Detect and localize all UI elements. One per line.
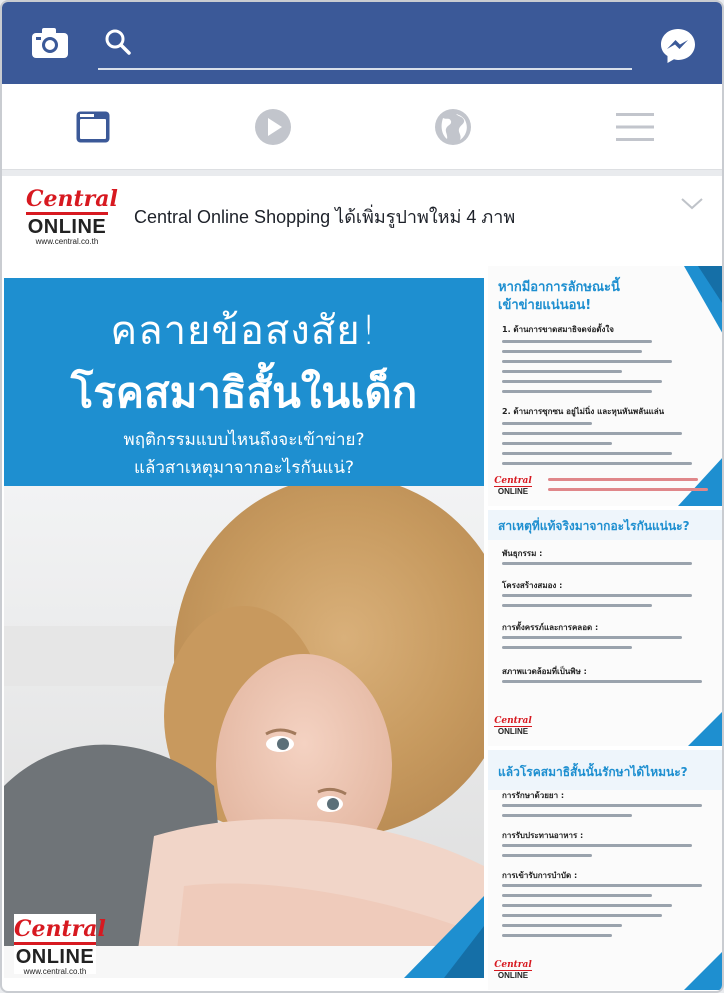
text-line bbox=[502, 854, 592, 857]
text-line bbox=[502, 370, 622, 373]
top-bar bbox=[2, 2, 722, 84]
search-input[interactable] bbox=[98, 20, 632, 70]
text-line bbox=[502, 604, 652, 607]
photo-child bbox=[4, 486, 484, 978]
text-line bbox=[502, 884, 702, 887]
subheadline-line1: พฤติกรรมแบบไหนถึงจะเข้าข่าย? bbox=[123, 430, 365, 450]
logo-word: ONLINE bbox=[494, 970, 532, 980]
logo-script: Central bbox=[494, 960, 532, 970]
post-image-2[interactable] bbox=[488, 266, 724, 506]
thumb2-title: สาเหตุที่แท้จริงมาจากอะไรกันแน่นะ? bbox=[498, 519, 690, 533]
thumb1-heading1: 1. ด้านการขาดสมาธิจดจ่อตั้งใจ bbox=[502, 325, 614, 334]
thumb3-title: แล้วโรคสมาธิสั้นนั้นรักษาได้ไหมนะ? bbox=[498, 765, 688, 779]
text-line bbox=[502, 452, 672, 455]
messenger-icon[interactable] bbox=[658, 26, 698, 66]
text-line bbox=[502, 914, 662, 917]
text-line bbox=[502, 804, 702, 807]
headline-line2: โรคสมาธิสั้นในเด็ก bbox=[70, 368, 418, 417]
camera-icon[interactable] bbox=[30, 26, 70, 60]
logo-word: ONLINE bbox=[14, 942, 96, 967]
thumb2-heading3: การตั้งครรภ์และการคลอด : bbox=[502, 623, 599, 632]
post-header bbox=[2, 176, 722, 266]
thumb1-heading2: 2. ด้านการซุกซน อยู่ไม่นิ่ง และหุนหันพลันแล่น bbox=[502, 407, 665, 416]
text-line bbox=[502, 594, 692, 597]
search-icon bbox=[104, 28, 132, 56]
tab-video[interactable] bbox=[228, 84, 318, 170]
tab-notifications[interactable] bbox=[408, 84, 498, 170]
page-name-link[interactable]: Central Online Shopping bbox=[134, 207, 331, 227]
text-line bbox=[502, 894, 652, 897]
logo-url: www.central.co.th bbox=[23, 967, 87, 976]
text-line bbox=[502, 844, 692, 847]
logo-script: Central bbox=[494, 476, 532, 486]
tab-menu[interactable] bbox=[590, 84, 680, 170]
tab-bar bbox=[2, 84, 722, 170]
video-icon bbox=[254, 108, 292, 146]
logo-url: www.central.co.th bbox=[35, 237, 99, 246]
globe-icon bbox=[434, 108, 472, 146]
thumb1-title-line2: เข้าข่ายแน่นอน! bbox=[498, 298, 592, 313]
text-line bbox=[502, 390, 652, 393]
post-image-main[interactable] bbox=[4, 278, 484, 978]
logo-script: Central bbox=[494, 716, 532, 726]
text-line bbox=[548, 478, 698, 481]
headline-line1: คลายข้อสงสัย! bbox=[110, 308, 378, 354]
thumb2-heading4: สภาพแวดล้อมที่เป็นพิษ : bbox=[502, 667, 587, 676]
text-line bbox=[502, 442, 612, 445]
subheadline-line2: แล้วสาเหตุมาจากอะไรกันแน่? bbox=[134, 458, 354, 478]
text-line bbox=[502, 432, 682, 435]
logo-script: Central bbox=[14, 916, 106, 942]
logo-word: ONLINE bbox=[494, 726, 532, 736]
thumb3-heading1: การรักษาด้วยยา : bbox=[502, 791, 565, 800]
text-line bbox=[502, 350, 642, 353]
thumb1-title-line1: หากมีอาการลักษณะนี้ bbox=[498, 280, 620, 295]
menu-icon bbox=[615, 112, 655, 142]
thumb2-heading1: พันธุกรรม : bbox=[502, 549, 543, 558]
thumb3-heading2: การรับประทานอาหาร : bbox=[502, 831, 584, 840]
text-line bbox=[502, 380, 662, 383]
logo-script: Central bbox=[26, 186, 118, 212]
page-avatar[interactable] bbox=[26, 186, 118, 250]
post-image-3[interactable] bbox=[488, 510, 724, 746]
tab-news-feed[interactable] bbox=[48, 84, 138, 170]
text-line bbox=[502, 814, 632, 817]
thumb-logo bbox=[494, 476, 532, 502]
text-line bbox=[502, 462, 692, 465]
text-line bbox=[502, 646, 632, 649]
text-line bbox=[502, 934, 612, 937]
news-feed-icon bbox=[75, 110, 111, 144]
text-line bbox=[548, 488, 708, 491]
text-line bbox=[502, 340, 652, 343]
text-line bbox=[502, 360, 672, 363]
post-title bbox=[134, 202, 515, 231]
thumb-logo bbox=[494, 960, 532, 986]
text-line bbox=[502, 904, 672, 907]
chevron-down-icon[interactable] bbox=[678, 194, 706, 214]
thumb-logo bbox=[494, 716, 532, 742]
text-line bbox=[502, 924, 622, 927]
post-image-4[interactable] bbox=[488, 750, 724, 990]
headline-panel bbox=[4, 278, 484, 486]
thumb2-heading2: โครงสร้างสมอง : bbox=[502, 581, 563, 590]
thumb3-heading3: การเข้ารับการบำบัด : bbox=[502, 871, 578, 880]
text-line bbox=[502, 636, 682, 639]
image-logo bbox=[14, 914, 106, 976]
post-action: ได้เพิ่มรูปาพใหม่ 4 ภาพ bbox=[335, 207, 516, 227]
text-line bbox=[502, 680, 702, 683]
logo-word: ONLINE bbox=[26, 212, 108, 237]
logo-word: ONLINE bbox=[494, 486, 532, 496]
text-line bbox=[502, 422, 592, 425]
text-line bbox=[502, 562, 692, 565]
